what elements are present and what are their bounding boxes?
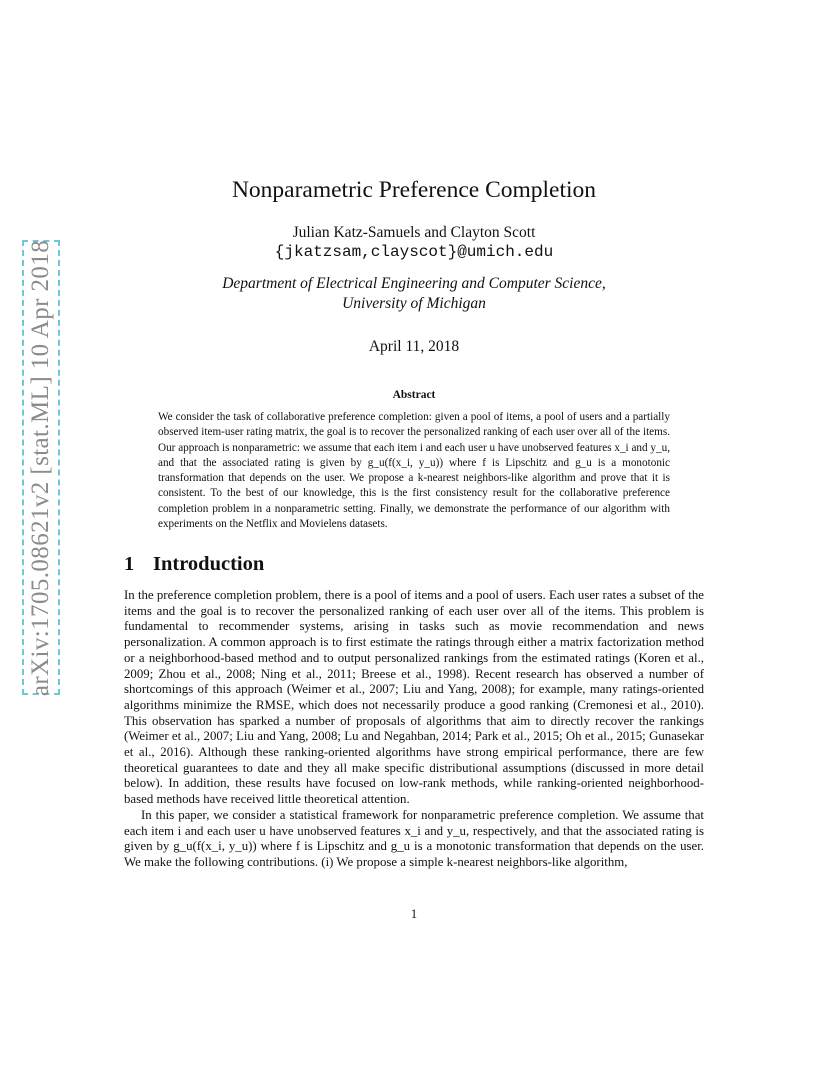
affiliation-line-1: Department of Electrical Engineering and Computer Science,	[222, 275, 606, 292]
paper-title: Nonparametric Preference Completion	[231, 177, 597, 203]
paper-date: April 11, 2018	[368, 338, 460, 355]
arxiv-stamp-text: arXiv:1705.08621v2 [stat.ML] 10 Apr 2018	[27, 239, 54, 696]
intro-paragraph-1: In the preference completion problem, there is a pool of items and a pool of users. Each user rates a subset of the items and the goal is to recover the personalized ranking of each user over all of the items. This problem is fundamental to recommender systems, arising in tasks such as movie recommendation and news personalization. A common approach is to first estimate the ratings through either a matrix factorization method or a neighborhood-based method and to output personalized rankings from the estimated ratings (Koren et al., 2009; Zhou et al., 2008; Ning et al., 2011; Breese et al., 1998). Recent research has observed a number of shortcomings of this approach (Weimer et al., 2007; Liu and Yang, 2008); for example, many ratings-oriented algorithms minimize the RMSE, which does not necessarily produce a good ranking (Cremonesi et al., 2010). This observation has sparked a number of proposals of algorithms that aim to directly recover the rankings (Weimer et al., 2007; Liu and Yang, 2008; Lu and Negahban, 2014; Park et al., 2015; Oh et al., 2015; Gunasekar et al., 2016). Although these ranking-oriented algorithms have strong empirical performance, there are few theoretical guarantees to date and they all make specific distributional assumptions (discussed in more detail below). In addition, these results have focused on low-rank methods, while ranking-oriented neighborhood-based methods have received little theoretical attention.	[124, 588, 704, 807]
paper-authors: Julian Katz-Samuels and Clayton Scott	[292, 224, 536, 241]
section-number: 1	[124, 553, 135, 575]
introduction-body	[124, 588, 704, 871]
page-number: 1	[410, 907, 418, 921]
abstract-heading: Abstract	[392, 389, 436, 401]
section-title: Introduction	[153, 553, 265, 575]
author-emails[interactable]: {jkatzsam,clayscot}@umich.edu	[274, 243, 554, 261]
abstract-body: We consider the task of collaborative preference completion: given a pool of items, a pool of users and a partially observed item-user rating matrix, the goal is to recover the personalized ranking of each user over all of the items. Our approach is nonparametric: we assume that each item i and each user u have unobserved features x_i and y_u, and that the associated rating is given by g_u(f(x_i, y_u)) where f is Lipschitz and g_u is a monotonic transformation that depends on the user. We propose a k-nearest neighbors-like algorithm and prove that it is consistent. To the best of our knowledge, this is the first consistency result for the collaborative preference completion problem in a nonparametric setting. Finally, we demonstrate the performance of our algorithm with experiments on the Netflix and Movielens datasets.	[158, 411, 670, 531]
affiliation-line-2: University of Michigan	[342, 295, 486, 312]
section-heading	[124, 553, 264, 576]
intro-paragraph-2: In this paper, we consider a statistical framework for nonparametric preference completion. We assume that each item i and each user u have unobserved features x_i and y_u, respectively, and that the associated rating is given by g_u(f(x_i, y_u)) where f is Lipschitz and g_u is a monotonic transformation that depends on the user. We make the following contributions. (i) We propose a simple k-nearest neighbors-like algorithm,	[124, 807, 704, 869]
